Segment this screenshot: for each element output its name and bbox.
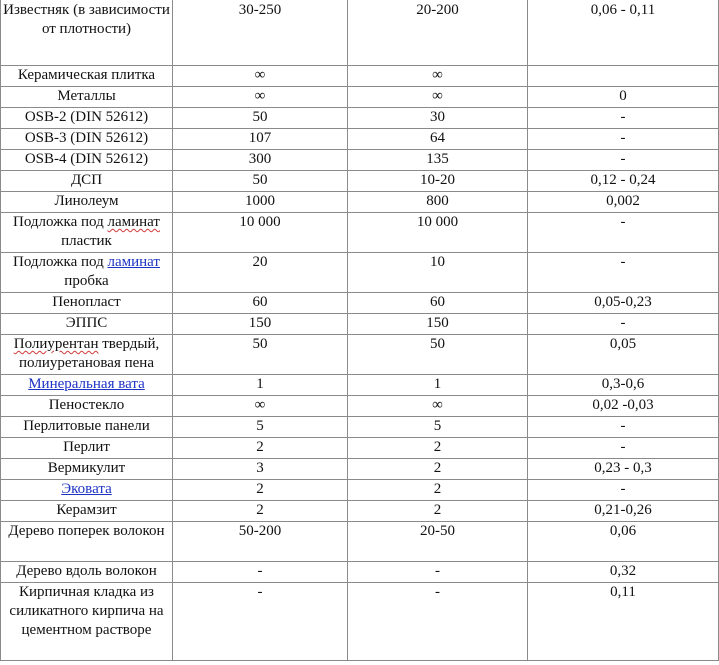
value-cell-3: - xyxy=(528,438,719,459)
value-cell-2: ∞ xyxy=(348,66,528,87)
material-name: Пеностекло xyxy=(1,396,173,417)
value-cell-3: - xyxy=(528,108,719,129)
value-cell-3: - xyxy=(528,129,719,150)
value-cell-1: 300 xyxy=(173,150,348,171)
value-cell-2: 2 xyxy=(348,438,528,459)
value-cell-3: 0,11 xyxy=(528,583,719,661)
value-cell-3: 0,23 - 0,3 xyxy=(528,459,719,480)
value-cell-1: 2 xyxy=(173,501,348,522)
table-row xyxy=(1,150,719,171)
spellcheck-word: Полиурентан xyxy=(13,336,99,352)
table-row xyxy=(1,293,719,314)
value-cell-1: 3 xyxy=(173,459,348,480)
value-cell-2: 135 xyxy=(348,150,528,171)
material-name-part: Подложка под xyxy=(13,254,104,270)
value-cell-2: 5 xyxy=(348,417,528,438)
table-row xyxy=(1,66,719,87)
material-name: Пенопласт xyxy=(1,293,173,314)
value-cell-2: 30 xyxy=(348,108,528,129)
value-cell-2: 50 xyxy=(348,335,528,375)
spellcheck-word: ламинат xyxy=(107,214,160,230)
value-cell-2: 20-50 xyxy=(348,522,528,562)
value-cell-1: 20 xyxy=(173,253,348,293)
value-cell-1: 50 xyxy=(173,171,348,192)
value-cell-1: 150 xyxy=(173,314,348,335)
value-cell-3: 0 xyxy=(528,87,719,108)
material-name-part: пластик xyxy=(61,233,112,249)
material-name: Перлитовые панели xyxy=(1,417,173,438)
table-row xyxy=(1,314,719,335)
material-name xyxy=(1,213,173,253)
value-cell-2: 20-200 xyxy=(348,0,528,66)
material-name-part: Подложка под xyxy=(13,214,104,230)
value-cell-3: - xyxy=(528,213,719,253)
material-name: OSB-3 (DIN 52612) xyxy=(1,129,173,150)
value-cell-2: 1 xyxy=(348,375,528,396)
value-cell-1: 60 xyxy=(173,293,348,314)
material-name: OSB-4 (DIN 52612) xyxy=(1,150,173,171)
value-cell-2: - xyxy=(348,583,528,661)
value-cell-1: 30-250 xyxy=(173,0,348,66)
value-cell-3: - xyxy=(528,314,719,335)
value-cell-3: - xyxy=(528,253,719,293)
table-row xyxy=(1,417,719,438)
value-cell-1: 10 000 xyxy=(173,213,348,253)
value-cell-2: 64 xyxy=(348,129,528,150)
material-name: Вермикулит xyxy=(1,459,173,480)
value-cell-3: 0,02 -0,03 xyxy=(528,396,719,417)
value-cell-2: ∞ xyxy=(348,396,528,417)
value-cell-2: 60 xyxy=(348,293,528,314)
value-cell-1: 5 xyxy=(173,417,348,438)
material-name: OSB-2 (DIN 52612) xyxy=(1,108,173,129)
value-cell-3: 0,12 - 0,24 xyxy=(528,171,719,192)
table-row xyxy=(1,501,719,522)
value-cell-2: 2 xyxy=(348,480,528,501)
material-name xyxy=(1,253,173,293)
material-link[interactable]: ламинат xyxy=(107,254,160,270)
value-cell-1: 2 xyxy=(173,480,348,501)
table-row xyxy=(1,129,719,150)
value-cell-1: ∞ xyxy=(173,87,348,108)
value-cell-3: 0,21-0,26 xyxy=(528,501,719,522)
table-row xyxy=(1,583,719,661)
value-cell-3: 0,06 - 0,11 xyxy=(528,0,719,66)
material-name xyxy=(1,375,173,396)
value-cell-2: ∞ xyxy=(348,87,528,108)
material-name: ДСП xyxy=(1,171,173,192)
material-name: Металлы xyxy=(1,87,173,108)
table-row xyxy=(1,335,719,375)
value-cell-3: 0,32 xyxy=(528,562,719,583)
value-cell-2: 10 000 xyxy=(348,213,528,253)
value-cell-3: - xyxy=(528,150,719,171)
material-name xyxy=(1,480,173,501)
value-cell-1: 107 xyxy=(173,129,348,150)
value-cell-1: - xyxy=(173,562,348,583)
material-name: Известняк (в зависимости от плотности) xyxy=(1,0,173,66)
table-row xyxy=(1,171,719,192)
value-cell-1: 50 xyxy=(173,108,348,129)
table-row xyxy=(1,213,719,253)
material-name: Керамическая плитка xyxy=(1,66,173,87)
material-name-part: твердый, полиуретановая пена xyxy=(19,336,160,371)
value-cell-1: 2 xyxy=(173,438,348,459)
table-row xyxy=(1,87,719,108)
table-row xyxy=(1,438,719,459)
value-cell-1: 1 xyxy=(173,375,348,396)
material-name: ЭППС xyxy=(1,314,173,335)
value-cell-1: 50-200 xyxy=(173,522,348,562)
value-cell-3: 0,06 xyxy=(528,522,719,562)
table-row xyxy=(1,522,719,562)
material-name xyxy=(1,335,173,375)
table-row xyxy=(1,253,719,293)
material-name: Линолеум xyxy=(1,192,173,213)
table-row xyxy=(1,562,719,583)
value-cell-3: 0,05 xyxy=(528,335,719,375)
value-cell-3: - xyxy=(528,480,719,501)
value-cell-2: 150 xyxy=(348,314,528,335)
value-cell-3: 0,05-0,23 xyxy=(528,293,719,314)
material-name: Кирпичная кладка из силикатного кирпича на цементном растворе xyxy=(1,583,173,661)
value-cell-3 xyxy=(528,66,719,87)
value-cell-2: 10-20 xyxy=(348,171,528,192)
value-cell-2: 2 xyxy=(348,459,528,480)
material-name-part: пробка xyxy=(64,273,109,289)
value-cell-1: - xyxy=(173,583,348,661)
value-cell-2: - xyxy=(348,562,528,583)
material-name: Дерево поперек волокон xyxy=(1,522,173,562)
value-cell-3: 0,002 xyxy=(528,192,719,213)
material-name: Дерево вдоль волокон xyxy=(1,562,173,583)
table-row xyxy=(1,375,719,396)
value-cell-1: 50 xyxy=(173,335,348,375)
value-cell-1: ∞ xyxy=(173,66,348,87)
table-row xyxy=(1,396,719,417)
material-name: Перлит xyxy=(1,438,173,459)
material-link[interactable]: Эковата xyxy=(61,481,112,497)
table-row xyxy=(1,459,719,480)
value-cell-1: ∞ xyxy=(173,396,348,417)
value-cell-1: 1000 xyxy=(173,192,348,213)
material-link[interactable]: Минеральная вата xyxy=(28,376,145,392)
value-cell-2: 10 xyxy=(348,253,528,293)
value-cell-3: 0,3-0,6 xyxy=(528,375,719,396)
table-row xyxy=(1,192,719,213)
table-row xyxy=(1,0,719,66)
value-cell-2: 800 xyxy=(348,192,528,213)
value-cell-3: - xyxy=(528,417,719,438)
table-row xyxy=(1,480,719,501)
value-cell-2: 2 xyxy=(348,501,528,522)
material-name: Керамзит xyxy=(1,501,173,522)
table-row xyxy=(1,108,719,129)
